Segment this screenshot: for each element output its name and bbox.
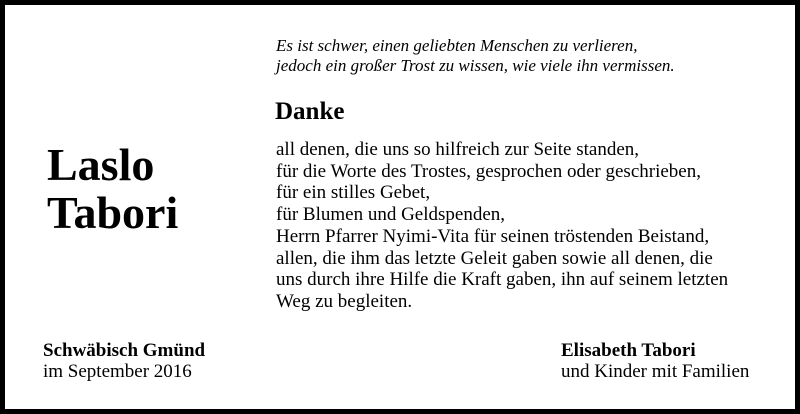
thanks-line: für Blumen und Geldspenden, bbox=[276, 204, 506, 226]
first-name: Laslo bbox=[47, 139, 155, 190]
signer-name: Elisabeth Tabori bbox=[561, 340, 696, 361]
place: Schwäbisch Gmünd bbox=[43, 340, 206, 361]
quote-line-2: jedoch ein großer Trost zu wissen, wie viele ihn vermissen. bbox=[276, 56, 675, 75]
signature bbox=[561, 340, 749, 382]
thanks-line: für die Worte des Trostes, gesprochen oder geschrieben, bbox=[276, 160, 701, 182]
signer-family: und Kinder mit Familien bbox=[561, 361, 750, 382]
thanks-text bbox=[276, 139, 728, 313]
quote bbox=[276, 36, 675, 76]
thanks-line: Herrn Pfarrer Nyimi-Vita für seinen tröstenden Beistand, bbox=[276, 225, 710, 247]
thanks-line: für ein stilles Gebet, bbox=[276, 182, 431, 204]
deceased-name bbox=[47, 141, 178, 237]
thanks-line: allen, die ihm das letzte Geleit gaben sowie all denen, die bbox=[276, 247, 713, 269]
thanks-line: uns durch ihre Hilfe die Kraft gaben, ihn auf seinem letzten bbox=[276, 269, 729, 291]
date: im September 2016 bbox=[43, 361, 192, 382]
thanks-heading: Danke bbox=[275, 98, 345, 125]
thanks-line: all denen, die uns so hilfreich zur Seite standen, bbox=[276, 139, 640, 160]
place-and-date bbox=[43, 340, 205, 382]
last-name: Tabori bbox=[47, 187, 179, 238]
thanks-line: Weg zu begleiten. bbox=[276, 290, 413, 312]
quote-line-1: Es ist schwer, einen geliebten Menschen zu verlieren, bbox=[276, 36, 638, 55]
